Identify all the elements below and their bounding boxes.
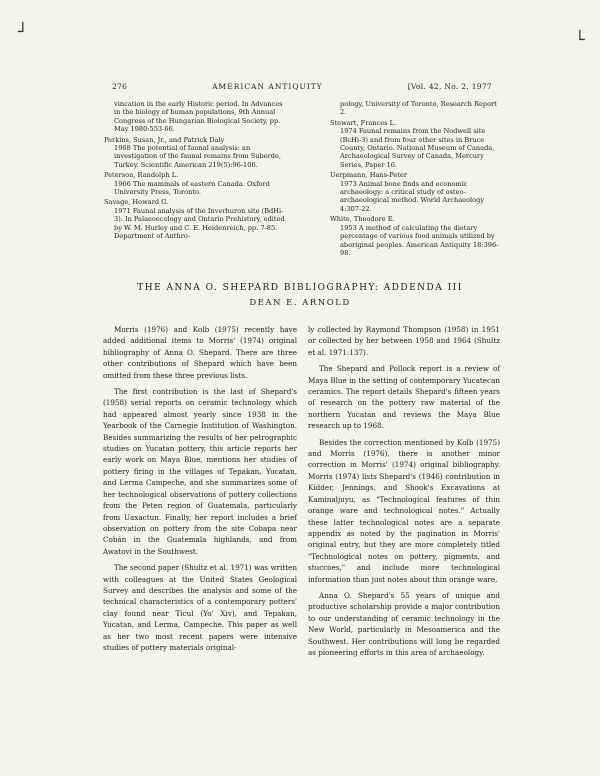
crop-mark-icon: └: [575, 30, 585, 49]
reference-item: [330, 100, 502, 117]
reference-author: Savage, Howard G.: [104, 198, 169, 207]
reference-entry: vincation in the early Historic period. In Advances in the biology of human populations, 9th Annual Congress of the Hungarian Biological Society, pp. May 1980:553-66.: [114, 100, 283, 134]
volume-info: [Vol. 42, No. 2, 1977: [407, 82, 492, 91]
page-header: [112, 82, 492, 91]
reference-entry: 1973 Animal bone finds and economic archaeology: a critical study of osteo-archaeological method. World Archaeology 4:307-22.: [340, 179, 485, 213]
crop-mark-icon: ┘: [18, 22, 28, 41]
body-paragraph: The Shepard and Pollock report is a review of Maya Blue in the setting of contemporary Yucatecan ceramics. The report details Shepard's fifteen years of research on the pottery raw material of the northern Yucatan and reviews the Maya Blue research up to 1968.: [308, 364, 500, 431]
reference-entry: 1971 Faunal analysis of the Inverhuron site (BdHi-3). In Palaeoecology and Ontario Prehistory, edited by W. M. Hurley and C. E. Heidenreich, pp. 7-85. Department of Anthro-: [114, 206, 285, 241]
reference-item: [104, 171, 290, 196]
body-paragraph: Anna O. Shepard's 55 years of unique and productive scholarship provide a major contribution to our understanding of ceramic technology in the New World, particularly in Mesoamerica and the Southwest. Her contributions will long be regarded as pioneering efforts in this area of archaeology.: [308, 590, 500, 657]
reference-item: [104, 136, 290, 170]
journal-title: AMERICAN ANTIQUITY: [212, 82, 323, 91]
reference-item: [330, 119, 502, 169]
body-paragraph: Besides the correction mentioned by Kolb (1975) and Morris (1976), there is another minor correction in Morris' (1974) original bibliography. Morris (1974) lists Shepard's (1946) contribution in Kidder, Jennings, and Shook's Excavations at Kaminaljuyu, as "Technological features of thin orange ware and technological notes." Actually these latter technological notes are a separate appendix as noted by the pagination in Morris' original entry, but they are more completely titled "Technological notes on pottery, pigments, and stuccoes," and include more technological information than just notes about thin orange ware.: [308, 437, 500, 584]
reference-entry: 1974 Faunal remains from the Nodwell site (BcHi-3) and from four other sites in Bruce County, Ontario. National Museum of Canada, Archaeological Survey of Canada, Mercury Series, Paper 16.: [340, 127, 495, 169]
article-author: DEAN E. ARNOLD: [249, 298, 351, 308]
reference-item: [104, 198, 290, 240]
reference-author: Perkins, Susan, Jr., and Patrick Daly: [104, 135, 225, 144]
references-right-column: [330, 100, 502, 259]
reference-author: White, Theodore E.: [330, 215, 395, 224]
article-left-column: [103, 324, 297, 658]
reference-author: Peterson, Randolph L.: [104, 171, 179, 180]
article-right-column: [308, 324, 500, 663]
references-left-column: [104, 100, 290, 243]
reference-entry: 1966 The mammals of eastern Canada. Oxford University Press, Toronto.: [114, 179, 270, 197]
page-number: 276: [112, 82, 128, 91]
body-paragraph: ly collected by Raymond Thompson (1958) in 1951 or collected by her between 1958 and 1964 (Shultz et al. 1971:137).: [308, 325, 500, 357]
reference-item: [330, 171, 502, 213]
reference-entry: 1953 A method of calculating the dietary percentage of various food animals utilized by aboriginal peoples. American Antiquity 18:396-98.: [340, 223, 499, 257]
reference-entry: pology, University of Toronto, Research Report 2.: [340, 100, 497, 117]
body-paragraph: The first contribution is the last of Shepard's (1958) serial reports on ceramic technology which had appeared almost yearly since 1938 in the Yearbook of the Carnegie Institution of Washington. Besides summarizing the results of her petrographic studies on Yucatan pottery, this article reports her early work on Maya Blue, mentions her studies of pottery firing in the villages of Tepakan, Yucatan, and Lerma Campeche, and she summarizes some of her technological observations of pottery collections from the Peten region of Guatemala, particularly from Uaxactun. Finally, her report includes a brief observation on pottery from the site Cobapa near Cobán in the Guatemala highlands, and from Awatovi in the Southwest.: [103, 387, 297, 556]
reference-item: [330, 215, 502, 257]
body-paragraph: The second paper (Shultz et al. 1971) was written with colleagues at the United States Geological Survey and describes the analysis and some of the technical characteristics of a contemporary potters' clay found near Ticul (Yo' Xiv), and Tepakan, Yucatan, and Lerma, Campeche. This paper as well as her two most recent papers were intensive studies of pottery materials original-: [103, 563, 297, 652]
reference-item: [104, 100, 290, 134]
article-title: THE ANNA O. SHEPARD BIBLIOGRAPHY: ADDENDA III: [137, 283, 463, 293]
body-paragraph: Morris (1976) and Kolb (1975) recently have added additional items to Morris' (1974) original bibliography of Anna O. Shepard. There are three other contributions of Shepard which have been omitted from these three previous lists.: [103, 325, 297, 380]
reference-author: Uerpmann, Hans-Peter: [330, 171, 407, 180]
reference-author: Stewart, Frances L.: [330, 118, 397, 127]
reference-entry: 1968 The potential of faunal analysis: an investigation of the faunal remains from Suberde, Turkey. Scientific American 219(5):96-106.: [114, 144, 281, 169]
